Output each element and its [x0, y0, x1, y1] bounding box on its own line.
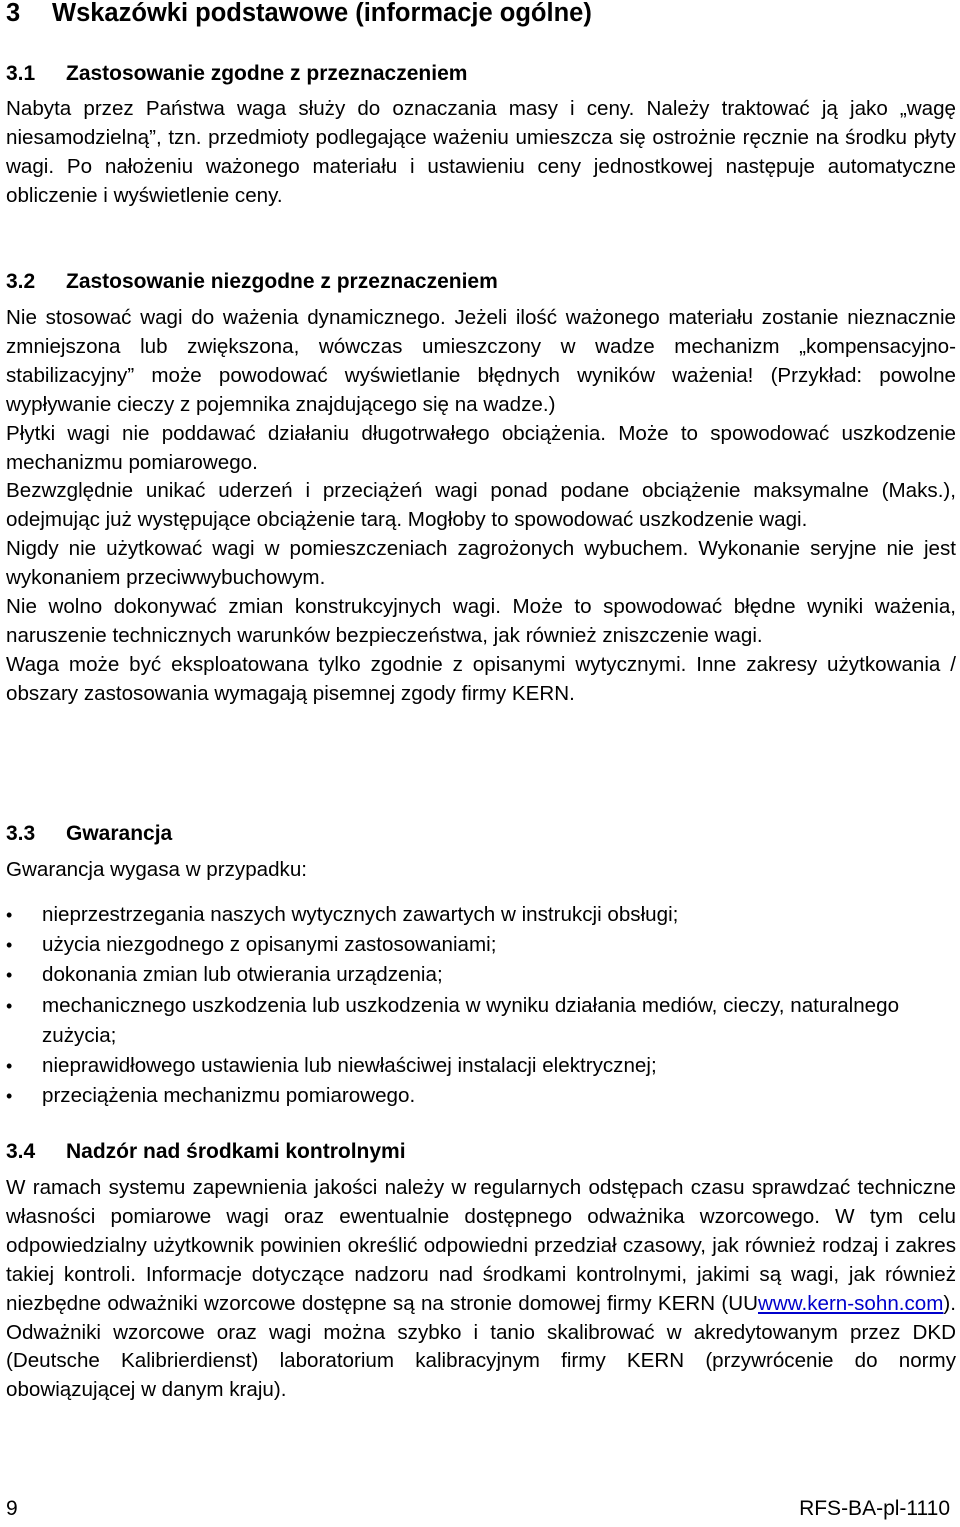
- warranty-intro: [6, 856, 956, 885]
- bullet-icon: •: [6, 935, 13, 956]
- chapter-number: 3: [6, 0, 21, 27]
- list-item-text: przeciążenia mechanizmu pomiarowego.: [42, 1084, 416, 1108]
- page-number: 9: [6, 1497, 18, 1520]
- bullet-icon: •: [6, 1056, 13, 1077]
- document-id: RFS-BA-pl-1110: [799, 1497, 950, 1520]
- paragraph: Bezwzględnie unikać uderzeń i przeciążeń wagi ponad podane obciążenie maksymalne (Maks.), odejmując już występujące obciążenie tarą. Mogłoby to spowodować uszkodzenie wagi.: [6, 479, 956, 532]
- list-item: [6, 960, 956, 990]
- bullet-icon: •: [6, 995, 13, 1016]
- list-item: [6, 991, 956, 1051]
- list-item-text: użycia niezgodnego z opisanymi zastosowaniami;: [42, 933, 497, 957]
- chapter-title: Wskazówki podstawowe (informacje ogólne): [52, 0, 592, 27]
- paragraph: Waga może być eksploatowana tylko zgodnie z opisanymi wytycznymi. Inne zakresy użytkowania / obszary zastosowania wymagają pisemnej zgody firmy KERN.: [6, 652, 956, 705]
- bullet-icon: •: [6, 905, 13, 925]
- chapter-heading: [6, 0, 592, 28]
- section-heading-3-3: [6, 822, 172, 846]
- section-number: 3.4: [6, 1140, 36, 1163]
- list-item: [6, 1081, 956, 1111]
- bullet-icon: •: [6, 965, 13, 986]
- paragraph: Nigdy nie użytkować wagi w pomieszczeniach zagrożonych wybuchem. Wykonanie seryjne nie jest wykonaniem przeciwwybuchowym.: [6, 537, 956, 590]
- paragraph: Nabyta przez Państwa waga służy do oznaczania masy i ceny. Należy traktować ją jako „wagę niesamodzielną”, tzn. przedmioty podlegające ważeniu umieszcza się ostrożnie ręcznie na środku płyty wagi. Po nałożeniu ważonego materiału i ustawieniu ceny jednostkowej następuje automatyczne obliczenie i wyświetlenie ceny.: [6, 97, 956, 207]
- kern-website-link[interactable]: www.kern-sohn.com: [758, 1291, 944, 1315]
- section-number: 3.3: [6, 822, 36, 845]
- paragraph: Gwarancja wygasa w przypadku:: [6, 858, 308, 881]
- section-heading-3-2: [6, 270, 498, 294]
- paragraph: Płytki wagi nie poddawać działaniu długotrwałego obciążenia. Może to spowodować uszkodzenie mechanizmu pomiarowego.: [6, 421, 956, 474]
- list-item-text: nieprawidłowego ustawienia lub niewłaściwej instalacji elektrycznej;: [42, 1054, 657, 1078]
- list-item-text: dokonania zmian lub otwierania urządzenia;: [42, 963, 443, 987]
- section-heading-3-4: [6, 1140, 406, 1164]
- section-number: 3.2: [6, 270, 36, 293]
- warranty-list: [6, 900, 956, 1111]
- section-3-2-text: [6, 304, 956, 709]
- paragraph-text: ). Odważniki wzorcowe oraz wagi można szybko i tanio skalibrować w akredytowanym przez DKD (Deutsche Kalibrierdienst) laboratorium kalibracyjnym firmy KERN (przywrócenie do normy obowiązującej w danym kraju).: [6, 1291, 956, 1402]
- section-number: 3.1: [6, 62, 36, 85]
- bullet-icon: •: [6, 1086, 13, 1107]
- paragraph: Nie stosować wagi do ważenia dynamicznego. Jeżeli ilość ważonego materiału zostanie nieznacznie zmniejszona lub zwiększona, wówczas umieszczony w wadze mechanizm „kompensacyjno-stabilizacyjny” może powodować wyświetlanie błędnych wyników ważenia! (Przykład: powolne wypływanie cieczy z pojemnika znajdującego się na wadze.): [6, 306, 956, 416]
- paragraph-text: W ramach systemu zapewnienia jakości należy w regularnych odstępach czasu sprawdzać techniczne własności pomiarowe wagi oraz ewentualnie dostępnego odważnika wzorcowego. W tym celu odpowiedzialny użytkownik powinien określić odpowiedni przedział czasowy, jak również rodzaj i zakres takiej kontroli. Informacje dotyczące nadzoru nad środkami kontrolnymi, jakimi są wagi, jak również niezbędne odważniki wzorcowe dostępne są na stronie domowej firmy KERN (UU: [6, 1176, 956, 1315]
- paragraph: Nie wolno dokonywać zmian konstrukcyjnych wagi. Może to spowodować błędne wyniki ważenia, naruszenie technicznych warunków bezpieczeństwa, jak również zniszczenie wagi.: [6, 595, 956, 647]
- list-item-text: mechanicznego uszkodzenia lub uszkodzenia w wyniku działania mediów, cieczy, naturalnego zużycia;: [42, 993, 900, 1047]
- section-title: Zastosowanie zgodne z przeznaczeniem: [66, 62, 468, 85]
- section-title: Zastosowanie niezgodne z przeznaczeniem: [66, 270, 498, 293]
- list-item: [6, 900, 956, 930]
- section-3-1-text: [6, 95, 956, 211]
- section-title: Nadzór nad środkami kontrolnymi: [66, 1140, 406, 1163]
- list-item-text: nieprzestrzegania naszych wytycznych zawartych w instrukcji obsługi;: [42, 903, 679, 926]
- list-item: [6, 930, 956, 960]
- section-title: Gwarancja: [66, 822, 173, 845]
- paragraph: [6, 1174, 956, 1405]
- section-heading-3-1: [6, 62, 467, 86]
- section-3-4-text: [6, 1174, 956, 1405]
- list-item: [6, 1051, 956, 1081]
